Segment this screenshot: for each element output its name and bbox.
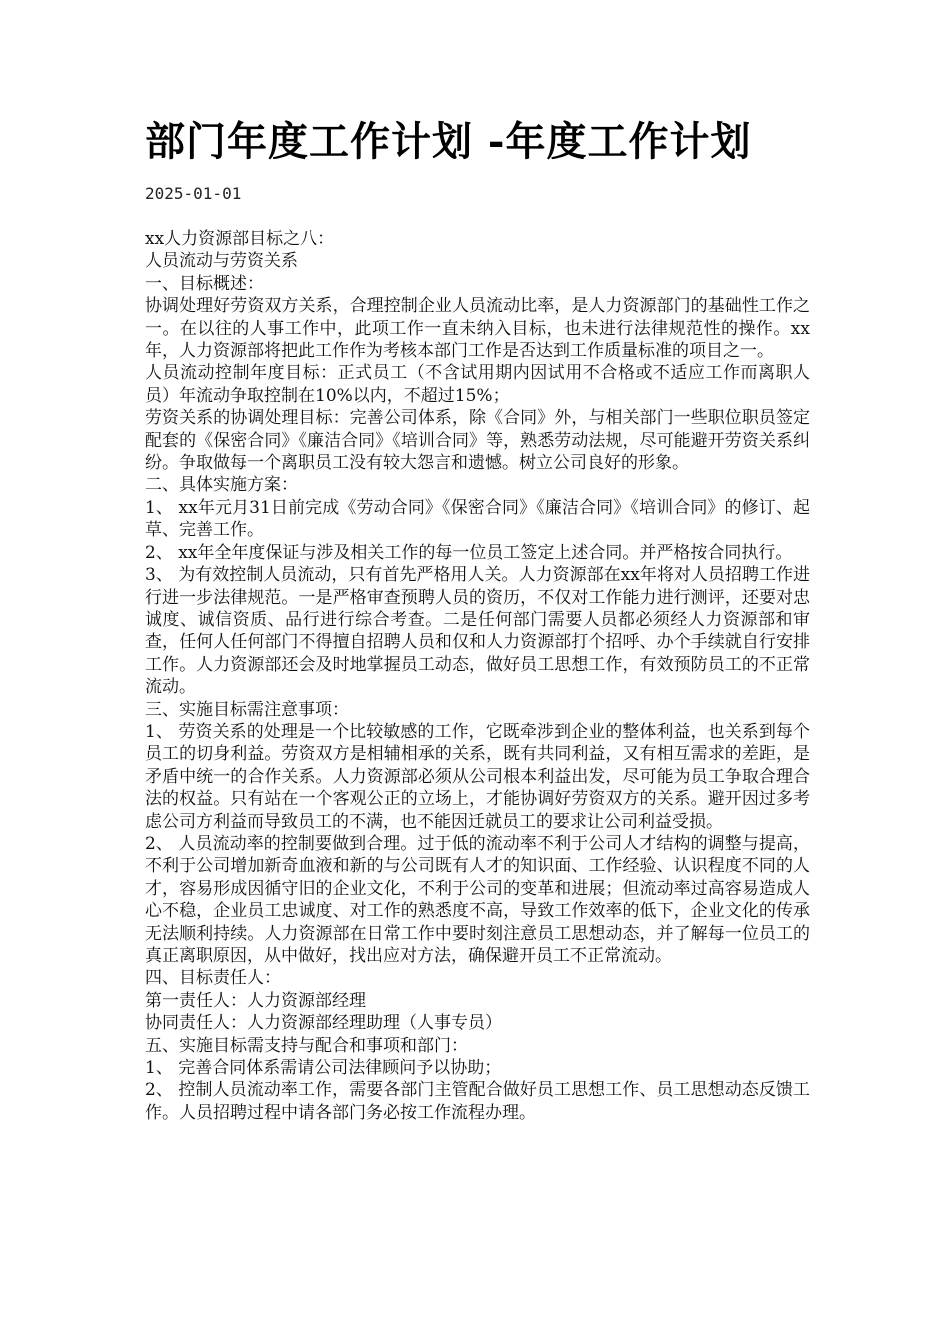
list-item: 2、 控制人员流动率工作，需要各部门主管配合做好员工思想工作、员工思想动态反馈工作。人员招聘过程中请各部门务必按工作流程办理。 bbox=[145, 1080, 810, 1123]
document-body bbox=[145, 228, 810, 1124]
list-item: 3、 为有效控制人员流动，只有首先严格用人关。人力资源部在xx年将对人员招聘工作进行进一步法律规范。一是严格审查预聘人员的资历，不仅对工作能力进行测评，还要对忠诚度、诚信资质、品行进行综合考查。二是任何部门需要人员都必须经人力资源部和审查，任何人任何部门不得擅自招聘人员和仅和人力资源部打个招呼、办个手续就自行安排工作。人力资源部还会及时地掌握员工动态，做好员工思想工作，有效预防员工的不正常流动。 bbox=[145, 565, 810, 698]
paragraph: xx人力资源部目标之八： bbox=[145, 229, 335, 249]
document-date: 2025-01-01 bbox=[145, 184, 242, 203]
document-title: 部门年度工作计划 -年度工作计划 bbox=[145, 118, 752, 165]
list-item: 1、 劳资关系的处理是一个比较敏感的工作，它既牵涉到企业的整体利益，也关系到每个员工的切身利益。劳资双方是相辅相承的关系，既有共同利益，又有相互需求的差距，是矛盾中统一的合作关系。人力资源部必须从公司根本利益出发，尽可能为员工争取合理合法的权益。只有站在一个客观公正的立场上，才能协调好劳资双方的关系。避开因过多考虑公司方利益而导致员工的不满，也不能因迁就员工的要求让公司利益受损。 bbox=[145, 721, 810, 832]
paragraph: 人员流动控制年度目标：正式员工（不含试用期内因试用不合格或不适应工作而离职人员）年流动争取控制在10%以内，不超过15%； bbox=[145, 363, 810, 406]
paragraph: 协同责任人：人力资源部经理助理（人事专员） bbox=[145, 1013, 502, 1034]
list-item: 2、 人员流动率的控制要做到合理。过于低的流动率不利于公司人才结构的调整与提高，不利于公司增加新奇血液和新的与公司既有人才的知识面、工作经验、认识程度不同的人才，容易形成因循守旧的企业文化，不利于公司的变革和进展；但流动率过高容易造成人心不稳，企业员工忠诚度、对工作的熟悉度不高，导致工作效率的低下，企业文化的传承无法顺利持续。人力资源部在日常工作中要时刻注意员工思想动态，并了解每一位员工的真正离职原因，从中做好，找出应对方法，确保避开员工不正常流动。 bbox=[145, 833, 810, 966]
list-item: 1、 xx年元月31日前完成《劳动合同》《保密合同》《廉洁合同》《培训合同》的修订、起草、完善工作。 bbox=[145, 497, 810, 541]
paragraph: 劳资关系的协调处理目标：完善公司体系，除《合同》外，与相关部门一些职位职员签定配套的《保密合同》《廉洁合同》《培训合同》等，熟悉劳动法规，尽可能避开劳资关系纠纷。争取做每一个离职员工没有较大怨言和遗憾。树立公司良好的形象。 bbox=[145, 408, 810, 474]
paragraph: 协调处理好劳资双方关系，合理控制企业人员流动比率，是人力资源部门的基础性工作之一。在以往的人事工作中，此项工作一直未纳入目标，也未进行法律规范性的操作。xx年，人力资源部将把此工作作为考核本部门工作是否达到工作质量标准的项目之一。 bbox=[145, 296, 810, 362]
section-heading: 一、目标概述： bbox=[145, 273, 264, 294]
section-heading: 五、实施目标需支持与配合和事项和部门： bbox=[145, 1035, 468, 1056]
section-heading: 四、目标责任人： bbox=[145, 968, 281, 989]
section-heading: 三、实施目标需注意事项： bbox=[145, 699, 349, 720]
list-item: 1、 完善合同体系需请公司法律顾问予以协助； bbox=[145, 1058, 502, 1079]
section-heading: 二、具体实施方案： bbox=[145, 475, 298, 496]
paragraph: 第一责任人：人力资源部经理 bbox=[145, 990, 366, 1011]
list-item: 2、 xx年全年度保证与涉及相关工作的每一位员工签定上述合同。并严格按合同执行。 bbox=[145, 542, 793, 563]
paragraph: 人员流动与劳资关系 bbox=[145, 251, 298, 272]
